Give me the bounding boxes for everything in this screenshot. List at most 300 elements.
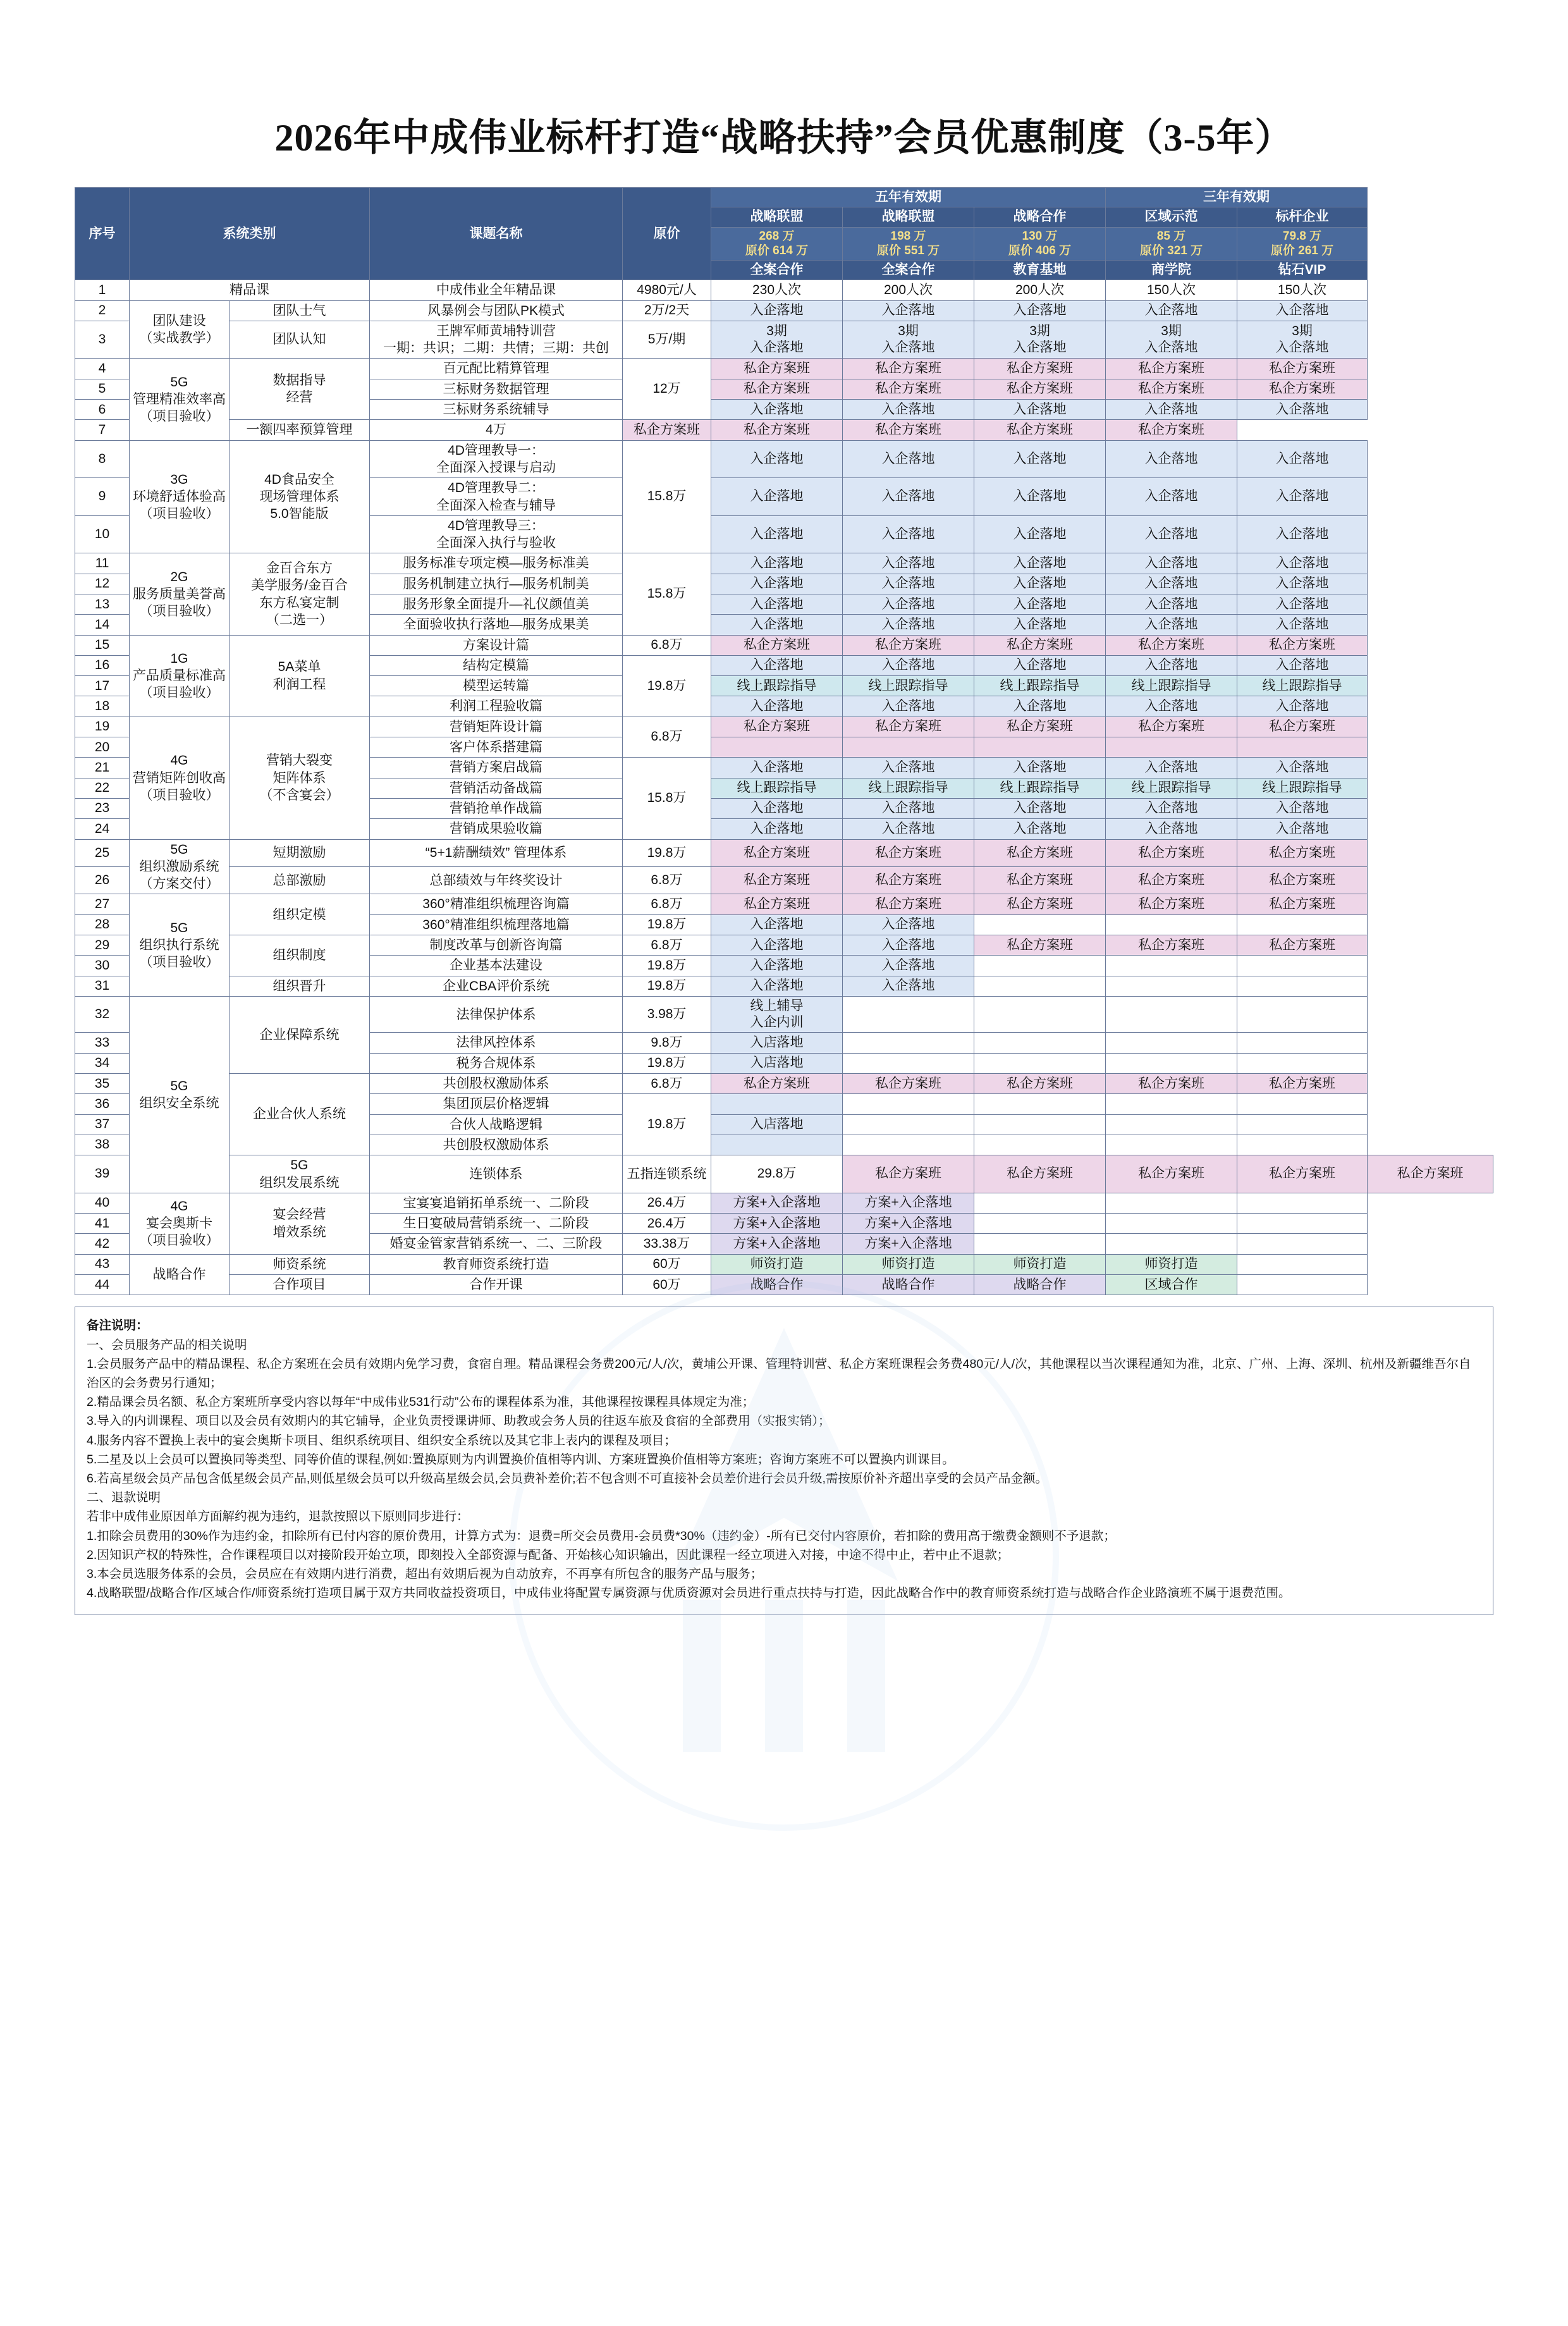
row-plan-cell-1: 方案+入企落地	[843, 1214, 974, 1234]
row-subsystem: 总部激励	[230, 867, 370, 894]
row-topic: 教育师资系统打造	[370, 1254, 623, 1274]
row-price: 12万	[623, 359, 711, 420]
row-seq: 24	[75, 819, 130, 839]
row-plan-cell-2: 战略合作	[974, 1275, 1106, 1295]
header-plan-sub-3: 商学院	[1106, 261, 1237, 280]
row-topic: 三标财务系统辅导	[370, 400, 623, 420]
row-plan-cell-0	[711, 737, 843, 758]
table-row	[75, 839, 1493, 866]
row-system: 战略合作	[130, 1254, 230, 1295]
row-topic: 合伙人战略逻辑	[370, 1114, 623, 1135]
row-seq: 20	[75, 737, 130, 758]
row-plan-cell-2	[974, 1094, 1106, 1114]
row-seq: 36	[75, 1094, 130, 1114]
note-line: 3.本会员选服务体系的会员，会员应在有效期内进行消费，超出有效期后视为自动放弃，不再享有所包含的服务产品与服务；	[87, 1567, 763, 1582]
row-plan-cell-2: 私企方案班	[974, 867, 1106, 894]
row-topic: 五指连锁系统	[623, 1155, 711, 1193]
row-plan-cell-4: 私企方案班	[1237, 1074, 1368, 1094]
row-system: 精品课	[130, 280, 370, 300]
row-plan-cell-0: 线上辅导 入企内训	[711, 996, 843, 1033]
row-plan-cell-3: 私企方案班	[1106, 359, 1237, 379]
row-price: 15.8万	[623, 758, 711, 839]
row-plan-cell-3: 线上跟踪指导	[1106, 676, 1237, 696]
table-row	[75, 553, 1493, 574]
row-plan-cell-2: 入企落地	[974, 440, 1106, 478]
row-plan-cell-3: 入企落地	[1106, 819, 1237, 839]
row-plan-cell-3: 私企方案班	[1106, 935, 1237, 956]
note-line: 2.因知识产权的特殊性，合作课程项目以对接阶段开始立项，即刻投入全部资源与配备、开始核心知识输出，因此课程一经立项进入对接，中途不得中止，若中止不退款；	[87, 1548, 1010, 1562]
row-plan-cell-0: 线上跟踪指导	[711, 676, 843, 696]
row-plan-cell-3: 3期 入企落地	[1106, 321, 1237, 359]
row-plan-cell-2: 私企方案班	[974, 839, 1106, 866]
note-line: 2.精品课会员名额、私企方案班所享受内容以每年“中成伟业531行动”公布的课程体系为准，其他课程按课程具体规定为准；	[87, 1395, 755, 1410]
row-plan-cell-0: 方案+入企落地	[711, 1214, 843, 1234]
header-system: 系统类别	[130, 188, 370, 280]
row-plan-cell-1: 私企方案班	[974, 1155, 1106, 1193]
row-topic: 王牌军师黄埔特训营 一期：共识；二期：共情；三期：共创	[370, 321, 623, 359]
row-plan-cell-3	[1106, 1193, 1237, 1213]
row-subsystem: 企业保障系统	[230, 996, 370, 1073]
row-plan-cell-3: 私企方案班	[1106, 839, 1237, 866]
row-plan-cell-2: 200人次	[974, 280, 1106, 300]
row-topic: 总部绩效与年终奖设计	[370, 867, 623, 894]
row-plan-cell-1: 方案+入企落地	[843, 1234, 974, 1254]
row-plan-cell-2	[974, 1234, 1106, 1254]
row-seq: 12	[75, 574, 130, 594]
row-system: 5G 组织发展系统	[230, 1155, 370, 1193]
row-plan-cell-4	[1237, 1114, 1368, 1135]
row-seq: 4	[75, 359, 130, 379]
row-price: 6.8万	[623, 717, 711, 758]
row-plan-cell-0: 入企落地	[711, 478, 843, 516]
table-row	[75, 635, 1493, 655]
row-plan-cell-1: 私企方案班	[843, 1074, 974, 1094]
row-seq: 38	[75, 1135, 130, 1155]
row-plan-cell-3: 150人次	[1106, 280, 1237, 300]
row-plan-cell-4	[1237, 1193, 1368, 1213]
header-group-5y: 五年有效期	[711, 188, 1106, 207]
row-price: 5万/期	[623, 321, 711, 359]
row-seq: 40	[75, 1193, 130, 1213]
row-seq: 27	[75, 894, 130, 914]
row-plan-cell-3	[1106, 1234, 1237, 1254]
row-plan-cell-4: 线上跟踪指导	[1237, 676, 1368, 696]
row-plan-cell-1: 方案+入企落地	[843, 1193, 974, 1213]
row-plan-cell-4: 私企方案班	[1237, 717, 1368, 737]
row-plan-cell-3	[1106, 1094, 1237, 1114]
row-plan-cell-1: 入企落地	[843, 956, 974, 976]
header-plan-name-1: 战略联盟	[843, 207, 974, 227]
row-plan-cell-1	[843, 1135, 974, 1155]
notes-section-2: 二、退款说明	[87, 1491, 161, 1505]
row-topic: 模型运转篇	[370, 676, 623, 696]
row-seq: 44	[75, 1275, 130, 1295]
table-row	[75, 935, 1493, 956]
row-topic: 利润工程验收篇	[370, 696, 623, 717]
row-plan-cell-4: 入企落地	[1237, 400, 1368, 420]
row-topic: 婚宴金管家营销系统一、二、三阶段	[370, 1234, 623, 1254]
row-system: 3G 环境舒适体验高 （项目验收）	[130, 440, 230, 553]
row-plan-cell-0: 私企方案班	[711, 359, 843, 379]
row-plan-cell-0: 入企落地	[711, 574, 843, 594]
row-subsystem: 5A菜单 利润工程	[230, 635, 370, 717]
header-plan-name-3: 区域示范	[1106, 207, 1237, 227]
row-plan-cell-0: 入企落地	[711, 440, 843, 478]
row-topic: 360°精准组织梳理落地篇	[370, 914, 623, 935]
row-plan-cell-4: 入企落地	[1237, 553, 1368, 574]
row-plan-cell-4: 私企方案班	[1237, 839, 1368, 866]
row-plan-cell-1: 200人次	[843, 280, 974, 300]
row-plan-cell-2: 入企落地	[974, 400, 1106, 420]
row-plan-cell-4: 入企落地	[1237, 615, 1368, 635]
row-plan-cell-2	[974, 914, 1106, 935]
row-plan-cell-1: 入企落地	[843, 696, 974, 717]
row-seq: 42	[75, 1234, 130, 1254]
row-plan-cell-2	[974, 1033, 1106, 1053]
row-seq: 10	[75, 515, 130, 553]
row-seq: 16	[75, 655, 130, 675]
row-plan-cell-3: 入企落地	[1106, 515, 1237, 553]
row-seq: 5	[75, 379, 130, 399]
row-plan-cell-0: 私企方案班	[711, 867, 843, 894]
row-topic: 法律保护体系	[370, 996, 623, 1033]
row-plan-cell-4	[1237, 1053, 1368, 1073]
row-price: 6.8万	[623, 935, 711, 956]
row-plan-cell-1: 入企落地	[843, 798, 974, 818]
row-plan-cell-4	[1237, 1275, 1368, 1295]
row-price: 4万	[370, 420, 623, 440]
table-row	[75, 440, 1493, 478]
row-plan-cell-0: 私企方案班	[711, 1074, 843, 1094]
row-subsystem: 短期激励	[230, 839, 370, 866]
row-price: 2万/2天	[623, 300, 711, 321]
row-subsystem: 师资系统	[230, 1254, 370, 1274]
row-price: 19.8万	[623, 1094, 711, 1155]
row-plan-cell-4: 入企落地	[1237, 798, 1368, 818]
row-plan-cell-3	[1106, 996, 1237, 1033]
row-seq: 8	[75, 440, 130, 478]
row-plan-cell-0: 入企落地	[711, 696, 843, 717]
row-plan-cell-3: 私企方案班	[1106, 894, 1237, 914]
table-row	[75, 1254, 1493, 1274]
row-subsystem: 团队认知	[230, 321, 370, 359]
row-plan-cell-4: 入企落地	[1237, 440, 1368, 478]
row-plan-cell-0: 私企方案班	[843, 1155, 974, 1193]
row-plan-cell-0: 入企落地	[711, 956, 843, 976]
row-subsystem: 金百合东方 美学服务/金百合 东方私宴定制 （二选一）	[230, 553, 370, 635]
row-plan-cell-4: 私企方案班	[1237, 935, 1368, 956]
row-seq: 17	[75, 676, 130, 696]
row-plan-cell-1: 私企方案班	[843, 894, 974, 914]
row-subsystem: 企业合伙人系统	[230, 1074, 370, 1155]
row-plan-cell-0: 入店落地	[711, 1033, 843, 1053]
note-line: 6.若高星级会员产品包含低星级会员产品,则低星级会员可以升级高星级会员,会员费补差价;若不包含则不可直接补会员差价进行会员升级,需按原价补齐超出享受的会员产品金额。	[87, 1472, 1048, 1486]
row-seq: 6	[75, 400, 130, 420]
header-group-3y: 三年有效期	[1106, 188, 1368, 207]
row-seq: 15	[75, 635, 130, 655]
note-line: 1.扣除会员费用的30%作为违约金，扣除所有已付内容的原价费用，计算方式为：退费=所交会员费用-会员费*30%（违约金）-所有已交付内容原价，若扣除的费用高于缴费金额则不予退款；	[87, 1529, 1116, 1543]
table-row	[75, 359, 1493, 379]
row-plan-cell-3: 师资打造	[1106, 1254, 1237, 1274]
row-plan-cell-2: 入企落地	[974, 798, 1106, 818]
row-plan-cell-2: 入企落地	[974, 655, 1106, 675]
row-plan-cell-2: 私企方案班	[974, 894, 1106, 914]
row-plan-cell-0: 入店落地	[711, 1114, 843, 1135]
row-plan-cell-2	[974, 737, 1106, 758]
row-seq: 29	[75, 935, 130, 956]
row-plan-cell-2	[974, 996, 1106, 1033]
row-seq: 31	[75, 976, 130, 996]
row-plan-cell-1: 入企落地	[843, 515, 974, 553]
row-plan-cell-4	[1237, 996, 1368, 1033]
row-plan-cell-1: 私企方案班	[843, 717, 974, 737]
row-plan-cell-4	[1237, 1094, 1368, 1114]
row-plan-cell-3: 入企落地	[1106, 553, 1237, 574]
row-plan-cell-0: 战略合作	[711, 1275, 843, 1295]
row-plan-cell-4	[1237, 1214, 1368, 1234]
row-plan-cell-2: 入企落地	[974, 553, 1106, 574]
notes-intro-2: 若非中成伟业原因单方面解约视为违约，退款按照以下原则同步进行：	[87, 1510, 469, 1524]
row-plan-cell-0: 方案+入企落地	[711, 1193, 843, 1213]
row-plan-cell-3	[1106, 737, 1237, 758]
row-plan-cell-1	[843, 1053, 974, 1073]
row-plan-cell-1: 入企落地	[843, 300, 974, 321]
table-row	[75, 894, 1493, 914]
row-plan-cell-2: 私企方案班	[974, 359, 1106, 379]
note-line: 3.导入的内训课程、项目以及会员有效期内的其它辅导，企业负责授课讲师、助教或会务人员的往返车旅及食宿的全部费用（实报实销）；	[87, 1414, 831, 1429]
row-plan-cell-0: 私企方案班	[711, 839, 843, 866]
header-seq: 序号	[75, 188, 130, 280]
row-plan-cell-4: 私企方案班	[1237, 635, 1368, 655]
row-plan-cell-4: 3期 入企落地	[1237, 321, 1368, 359]
row-plan-cell-3: 线上跟踪指导	[1106, 778, 1237, 798]
row-plan-cell-1: 私企方案班	[843, 867, 974, 894]
row-topic: 服务标准专项定模—服务标准美	[370, 553, 623, 574]
row-seq: 14	[75, 615, 130, 635]
row-plan-cell-0: 3期 入企落地	[711, 321, 843, 359]
row-subsystem: 连锁体系	[370, 1155, 623, 1193]
row-topic: 宝宴宴追销拓单系统一、二阶段	[370, 1193, 623, 1213]
notes-title: 备注说明：	[87, 1319, 149, 1333]
row-price: 60万	[623, 1254, 711, 1274]
row-plan-cell-4: 入企落地	[1237, 300, 1368, 321]
table-row	[75, 1155, 1493, 1193]
row-seq: 1	[75, 280, 130, 300]
header-plan-price-1: 198 万 原价 551 万	[843, 227, 974, 261]
row-plan-cell-2	[974, 1114, 1106, 1135]
table-row	[75, 1074, 1493, 1094]
row-seq: 37	[75, 1114, 130, 1135]
row-price: 15.8万	[623, 440, 711, 553]
row-plan-cell-3: 入企落地	[1106, 594, 1237, 615]
row-plan-cell-0: 私企方案班	[711, 894, 843, 914]
row-plan-cell-1: 入企落地	[843, 440, 974, 478]
row-topic: 4D管理教导一： 全面深入授课与启动	[370, 440, 623, 478]
table-row	[75, 280, 1493, 300]
row-seq: 7	[75, 420, 130, 440]
row-system: 4G 宴会奥斯卡 （项目验收）	[130, 1193, 230, 1254]
row-seq: 35	[75, 1074, 130, 1094]
row-plan-cell-4	[1237, 976, 1368, 996]
row-plan-cell-1: 入企落地	[843, 914, 974, 935]
row-price: 60万	[623, 1275, 711, 1295]
row-plan-cell-4: 线上跟踪指导	[1237, 778, 1368, 798]
row-seq: 23	[75, 798, 130, 818]
row-plan-cell-2	[974, 1214, 1106, 1234]
row-plan-cell-1: 线上跟踪指导	[843, 778, 974, 798]
row-plan-cell-0: 入企落地	[711, 819, 843, 839]
row-price: 3.98万	[623, 996, 711, 1033]
row-plan-cell-1: 线上跟踪指导	[843, 676, 974, 696]
row-plan-cell-1: 战略合作	[843, 1275, 974, 1295]
row-plan-cell-1	[843, 1114, 974, 1135]
row-plan-cell-2: 私企方案班	[974, 935, 1106, 956]
row-plan-cell-3: 私企方案班	[1106, 1074, 1237, 1094]
row-subsystem: 团队士气	[230, 300, 370, 321]
row-plan-cell-2	[974, 1193, 1106, 1213]
row-plan-cell-2: 私企方案班	[974, 1074, 1106, 1094]
row-plan-cell-2: 入企落地	[974, 300, 1106, 321]
row-topic: 营销方案启战篇	[370, 758, 623, 778]
row-topic: 客户体系搭建篇	[370, 737, 623, 758]
row-price: 26.4万	[623, 1193, 711, 1213]
row-seq: 13	[75, 594, 130, 615]
header-plan-name-2: 战略合作	[974, 207, 1106, 227]
row-plan-cell-4: 入企落地	[1237, 655, 1368, 675]
row-plan-cell-0	[711, 1135, 843, 1155]
row-plan-cell-1	[843, 1033, 974, 1053]
row-seq: 32	[75, 996, 130, 1033]
row-topic: 制度改革与创新咨询篇	[370, 935, 623, 956]
row-seq: 41	[75, 1214, 130, 1234]
row-plan-cell-4: 入企落地	[1237, 696, 1368, 717]
row-topic: 中成伟业全年精品课	[370, 280, 623, 300]
row-subsystem: 组织制度	[230, 935, 370, 976]
row-plan-cell-3	[1106, 976, 1237, 996]
row-plan-cell-0: 线上跟踪指导	[711, 778, 843, 798]
row-subsystem: 4D食品安全 现场管理体系 5.0智能版	[230, 440, 370, 553]
header-plan-sub-1: 全案合作	[843, 261, 974, 280]
row-plan-cell-2: 3期 入企落地	[974, 321, 1106, 359]
row-plan-cell-2	[974, 1135, 1106, 1155]
row-plan-cell-1: 入企落地	[843, 655, 974, 675]
row-plan-cell-0: 私企方案班	[623, 420, 711, 440]
row-system: 4G 营销矩阵创收高 （项目验收）	[130, 717, 230, 839]
row-plan-cell-2: 师资打造	[974, 1254, 1106, 1274]
header-plan-sub-2: 教育基地	[974, 261, 1106, 280]
row-price: 6.8万	[623, 1074, 711, 1094]
note-line: 1.会员服务产品中的精品课程、私企方案班在会员有效期内免学习费，食宿自理。精品课程会务费200元/人/次，黄埔公开课、管理特训营、私企方案班课程会务费480元/人/次，其他课程以当次课程通知为准，北京、广州、上海、深圳、杭州及新疆维吾尔自治区的会务费另行通知；	[87, 1357, 1471, 1390]
notes-list-1	[87, 1355, 1481, 1489]
row-plan-cell-3: 私企方案班	[1237, 1155, 1368, 1193]
row-plan-cell-0	[711, 1094, 843, 1114]
row-plan-cell-3: 私企方案班	[1106, 635, 1237, 655]
row-plan-cell-2: 线上跟踪指导	[974, 676, 1106, 696]
row-plan-cell-2: 私企方案班	[1106, 1155, 1237, 1193]
row-topic: 企业基本法建设	[370, 956, 623, 976]
row-plan-cell-4: 私企方案班	[1106, 420, 1237, 440]
row-plan-cell-3	[1106, 1135, 1237, 1155]
row-plan-cell-2: 入企落地	[974, 515, 1106, 553]
row-plan-cell-3: 入企落地	[1106, 300, 1237, 321]
notes-section-1: 一、会员服务产品的相关说明	[87, 1338, 247, 1352]
row-plan-cell-3	[1106, 914, 1237, 935]
row-topic: 营销成果验收篇	[370, 819, 623, 839]
row-plan-cell-2: 线上跟踪指导	[974, 778, 1106, 798]
row-plan-cell-0: 入企落地	[711, 655, 843, 675]
table-row	[75, 867, 1493, 894]
row-topic: 服务机制建立执行—服务机制美	[370, 574, 623, 594]
row-plan-cell-3	[1106, 1033, 1237, 1053]
row-price: 26.4万	[623, 1214, 711, 1234]
row-topic: 企业CBA评价系统	[370, 976, 623, 996]
row-seq: 33	[75, 1033, 130, 1053]
row-plan-cell-1: 入企落地	[843, 935, 974, 956]
row-plan-cell-0: 入企落地	[711, 758, 843, 778]
row-plan-cell-1: 私企方案班	[843, 839, 974, 866]
row-topic: 营销活动备战篇	[370, 778, 623, 798]
table-row	[75, 420, 1493, 440]
row-topic: 风暴例会与团队PK模式	[370, 300, 623, 321]
row-price: 19.8万	[623, 839, 711, 866]
row-subsystem: 合作项目	[230, 1275, 370, 1295]
row-plan-cell-1	[843, 1094, 974, 1114]
row-plan-cell-4: 150人次	[1237, 280, 1368, 300]
row-plan-cell-1: 入企落地	[843, 553, 974, 574]
row-plan-cell-3: 入企落地	[1106, 696, 1237, 717]
row-plan-cell-4: 私企方案班	[1237, 867, 1368, 894]
row-subsystem: 组织晋升	[230, 976, 370, 996]
row-price: 4980元/人	[623, 280, 711, 300]
row-topic: 生日宴破局营销系统一、二阶段	[370, 1214, 623, 1234]
row-plan-cell-4: 私企方案班	[1237, 359, 1368, 379]
row-plan-cell-0: 入企落地	[711, 400, 843, 420]
table-row	[75, 300, 1493, 321]
row-subsystem: 宴会经营 增效系统	[230, 1193, 370, 1254]
row-plan-cell-4	[1237, 1234, 1368, 1254]
row-plan-cell-3: 私企方案班	[1106, 867, 1237, 894]
row-plan-cell-4: 入企落地	[1237, 594, 1368, 615]
row-seq: 34	[75, 1053, 130, 1073]
row-seq: 3	[75, 321, 130, 359]
member-policy-table-wrap	[75, 187, 1493, 1295]
row-plan-cell-2: 私企方案班	[974, 717, 1106, 737]
header-price: 原价	[623, 188, 711, 280]
row-plan-cell-0: 入企落地	[711, 976, 843, 996]
row-plan-cell-0: 入企落地	[711, 553, 843, 574]
table-row	[75, 976, 1493, 996]
row-seq: 26	[75, 867, 130, 894]
row-plan-cell-2: 入企落地	[974, 819, 1106, 839]
row-plan-cell-3: 入企落地	[1106, 655, 1237, 675]
row-plan-cell-0: 私企方案班	[711, 717, 843, 737]
header-plan-price-3: 85 万 原价 321 万	[1106, 227, 1237, 261]
table-row	[75, 321, 1493, 359]
member-policy-table	[75, 187, 1493, 1295]
row-plan-cell-0: 入企落地	[711, 798, 843, 818]
row-plan-cell-1: 私企方案班	[843, 635, 974, 655]
row-plan-cell-2: 私企方案班	[974, 635, 1106, 655]
row-topic: 合作开课	[370, 1275, 623, 1295]
row-plan-cell-3: 入企落地	[1106, 440, 1237, 478]
header-plan-name-4: 标杆企业	[1237, 207, 1368, 227]
row-topic: 4D管理教导二： 全面深入检查与辅导	[370, 478, 623, 516]
row-topic: 营销抢单作战篇	[370, 798, 623, 818]
row-plan-cell-3: 入企落地	[1106, 798, 1237, 818]
row-topic: 百元配比精算管理	[370, 359, 623, 379]
row-plan-cell-2: 入企落地	[974, 594, 1106, 615]
row-plan-cell-3: 私企方案班	[1106, 717, 1237, 737]
